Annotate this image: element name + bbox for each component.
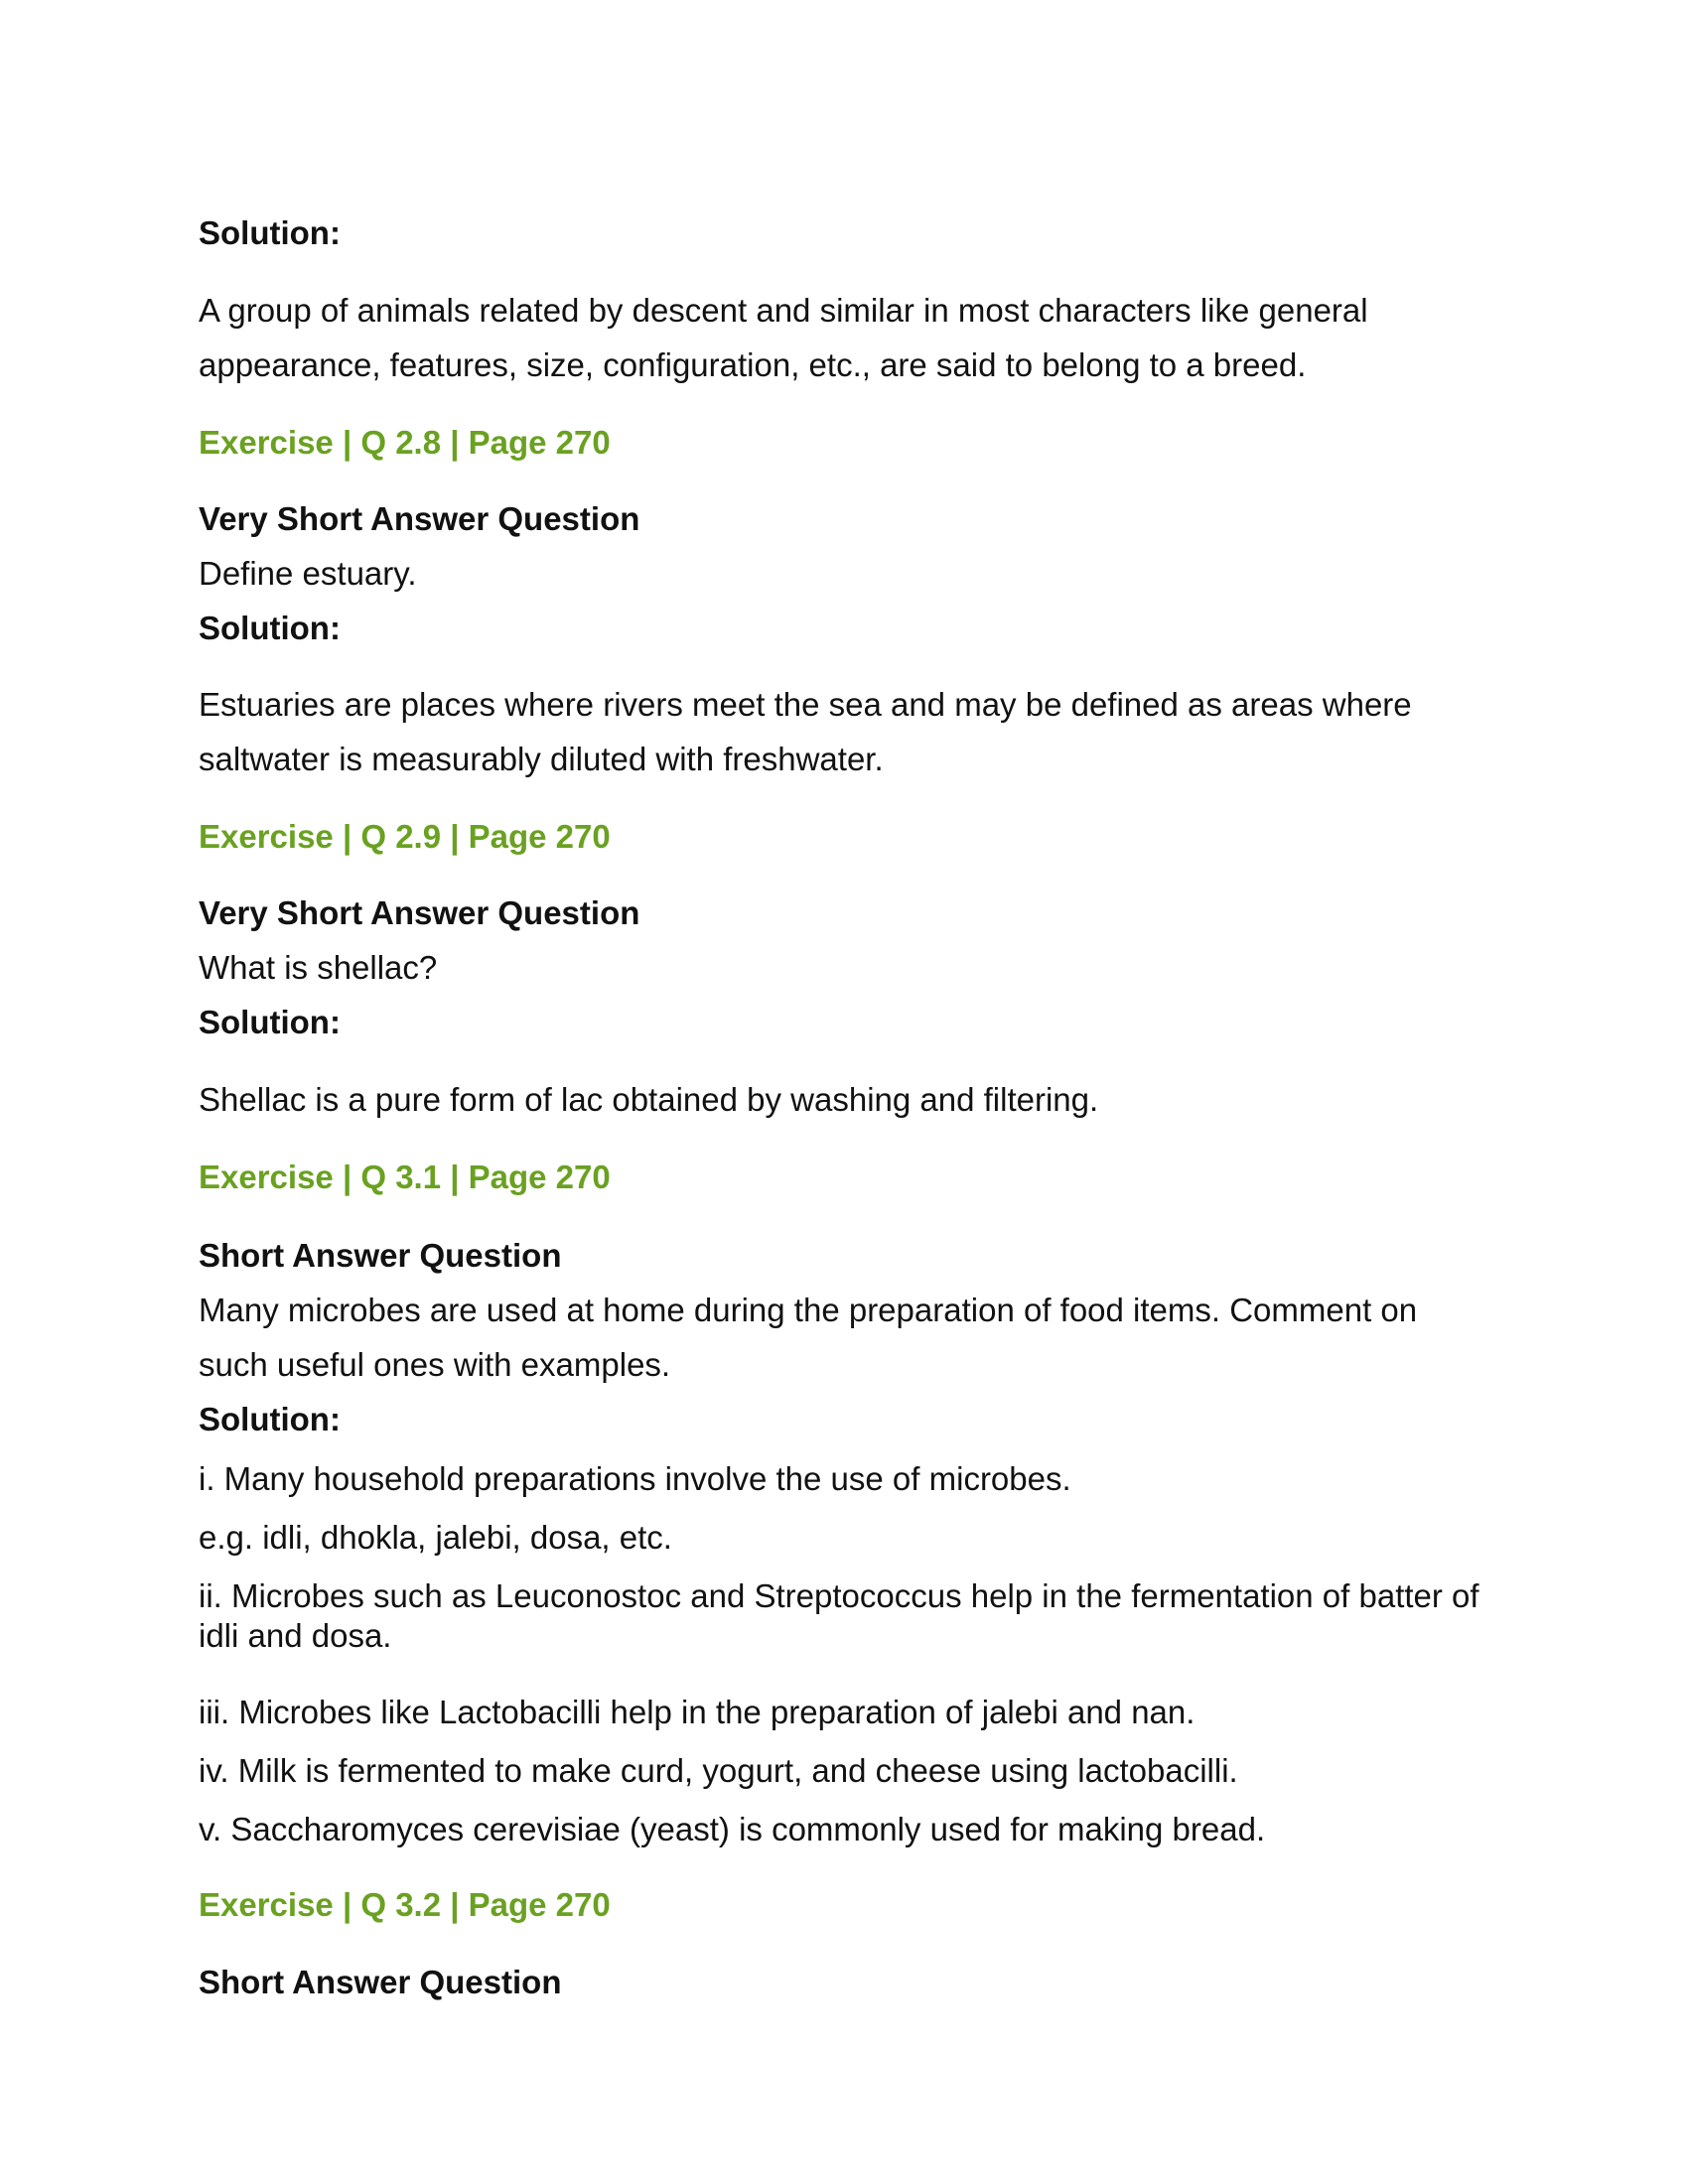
solution-label: Solution:: [199, 1401, 341, 1437]
solution-list-item: iv. Milk is fermented to make curd, yogurt, and cheese using lactobacilli.: [199, 1752, 1238, 1789]
document-page: [199, 0, 1489, 2184]
solution-text-breed: A group of animals related by descent and similar in most characters like general appearance, features, size, configuration, etc., are said to belong to a breed.: [199, 292, 1368, 383]
question-text-3-1: Many microbes are used at home during the preparation of food items. Comment on such useful ones with examples.: [199, 1292, 1418, 1383]
solution-text-2-8: Estuaries are places where rivers meet the sea and may be defined as areas where saltwater is measurably diluted with freshwater.: [199, 686, 1412, 777]
solution-list-item: v. Saccharomyces cerevisiae (yeast) is commonly used for making bread.: [199, 1811, 1266, 1847]
question-type-label: Short Answer Question: [199, 1964, 562, 2000]
question-text-2-8: Define estuary.: [199, 555, 417, 592]
solution-list-item: i. Many household preparations involve the use of microbes.: [199, 1460, 1071, 1497]
solution-label: Solution:: [199, 610, 341, 646]
solution-text-2-9: Shellac is a pure form of lac obtained by washing and filtering.: [199, 1081, 1099, 1118]
exercise-heading-2-8: Exercise | Q 2.8 | Page 270: [199, 424, 611, 461]
exercise-heading-3-2: Exercise | Q 3.2 | Page 270: [199, 1886, 611, 1923]
solution-label: Solution:: [199, 214, 341, 251]
solution-list-item: ii. Microbes such as Leuconostoc and Streptococcus help in the fermentation of batter of idli and dosa.: [199, 1577, 1479, 1654]
question-type-label: Very Short Answer Question: [199, 894, 640, 931]
exercise-heading-2-9: Exercise | Q 2.9 | Page 270: [199, 818, 611, 855]
question-type-label: Short Answer Question: [199, 1237, 562, 1274]
question-text-2-9: What is shellac?: [199, 949, 438, 986]
exercise-heading-3-1: Exercise | Q 3.1 | Page 270: [199, 1159, 611, 1195]
solution-list-item: iii. Microbes like Lactobacilli help in the preparation of jalebi and nan.: [199, 1694, 1196, 1730]
solution-list-item: e.g. idli, dhokla, jalebi, dosa, etc.: [199, 1519, 672, 1556]
question-type-label: Very Short Answer Question: [199, 500, 640, 537]
solution-label: Solution:: [199, 1004, 341, 1040]
